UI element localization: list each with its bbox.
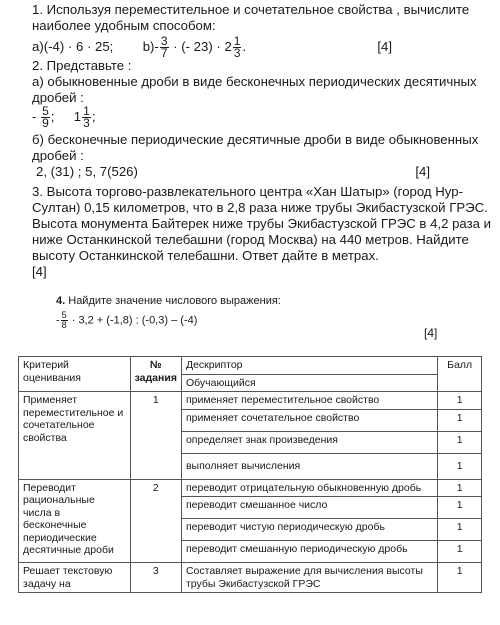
header-task-number: № задания (130, 357, 181, 392)
q4-fraction: $\frac{5}{8}$ (61, 310, 67, 330)
q2-fraction-1: $\frac{5}{9}$ (42, 104, 49, 130)
q2-b-line-2: дробей : (32, 148, 84, 163)
score-cell: 1 (438, 519, 482, 541)
q4-title (56, 294, 440, 308)
header-score: Балл (438, 357, 482, 392)
q1-b-middle: · (- 23) · 2 (169, 38, 232, 54)
descriptor-cell: применяет сочетательное свойство (181, 409, 437, 431)
q1-a-expression: а)(-4) · 6 · 25; (32, 38, 114, 54)
score-cell: 1 (438, 497, 482, 519)
score-cell: 1 (438, 563, 482, 593)
q3-line-4: ниже Останкинской телебашни (город Москва) на 440 метров. Найдите (32, 232, 469, 247)
question-3 (32, 184, 492, 280)
q2-a-fractions (32, 106, 472, 132)
score-cell: 1 (438, 541, 482, 563)
header-student-label: Обучающийся (185, 376, 256, 389)
q4-title-text: Найдите значение числового выражения: (65, 295, 281, 307)
score-cell: 1 (438, 431, 482, 453)
task-number-cell: 2 (130, 479, 181, 563)
criterion-cell: Решает текстовую задачу на (19, 563, 131, 593)
criterion-cell: Переводит рациональные числа в бесконечные периодические десятичные дроби (19, 479, 131, 563)
q2-f2-sep: ; (91, 108, 96, 124)
q2-a-line-1: а) обыкновенные дроби в виде бесконечных периодических десятичных (32, 74, 477, 89)
score-cell: 1 (438, 479, 482, 497)
descriptor-cell: переводит смешанное число (181, 497, 437, 519)
descriptor-cell: выполняет вычисления (181, 453, 437, 479)
q2-f1-sep: ; (50, 108, 55, 124)
q3-line-5: высоту Останкинской телебашни. Ответ дайте в метрах. (32, 248, 379, 263)
q2-b-line-1: б) бесконечные периодические десятичные дроби в виде обыкновенных (32, 132, 479, 147)
table-row (19, 479, 482, 497)
q1-mark: [4] (377, 39, 392, 54)
score-cell: 1 (438, 392, 482, 410)
descriptor-cell: Составляет выражение для вычисления высоты трубы Экибастузской ГРЭС (181, 563, 437, 593)
question-1 (32, 2, 472, 58)
q1-title-line-2: наиболее удобным способом: (32, 18, 216, 33)
score-cell: 1 (438, 453, 482, 479)
q2-f2-whole: 1 (73, 108, 82, 124)
q4-expression (56, 311, 440, 330)
table-row (19, 392, 482, 410)
q3-mark: [4] (32, 264, 47, 279)
q2-mark: [4] (415, 164, 430, 179)
q1-b-end: . (242, 38, 247, 54)
rubric-header-row (19, 357, 482, 392)
q2-b-values-row (32, 164, 472, 180)
q1-expressions (32, 36, 472, 58)
q1-title-line-1: 1. Используя переместительное и сочетательное свойства , вычислите (32, 2, 470, 17)
task-number-cell: 3 (130, 563, 181, 593)
header-criterion: Критерий оценивания (19, 357, 131, 392)
q1-b-prefix: b)- (142, 38, 159, 54)
header-descriptor (181, 357, 437, 392)
q2-f1-sign: - (32, 108, 37, 124)
descriptor-cell: переводит смешанную периодическую дробь (181, 541, 437, 563)
descriptor-cell: переводит чистую периодическую дробь (181, 519, 437, 541)
rubric-table (18, 356, 482, 593)
q2-b-values: 2, (31) ; 5, 7(526) (36, 164, 138, 179)
descriptor-cell: применяет переместительное свойство (181, 392, 437, 410)
q2-fraction-2: $\frac{1}{3}$ (83, 104, 90, 130)
question-4 (56, 294, 440, 330)
task-number-cell: 1 (130, 392, 181, 480)
q3-line-3: Высота монумента Байтерек ниже трубы Экибастузской ГРЭС в 4,2 раза и (32, 216, 492, 231)
criterion-cell: Применяет переместительное и сочетательное свойства (19, 392, 131, 480)
q3-line-2: Султан) 0,15 километров, что в 2,8 раза ниже трубы Экибастузской ГРЭС. (32, 200, 488, 215)
q4-mark: [4] (424, 326, 438, 340)
q1-b-mixed-fraction: $\frac{1}{3}$ (233, 34, 241, 60)
q2-a-line-2: дробей : (32, 90, 84, 105)
table-row (19, 563, 482, 593)
q3-line-1: 3. Высота торгово-развлекательного центра «Хан Шатыр» (город Нур- (32, 184, 463, 199)
question-2 (32, 58, 479, 180)
q4-sign: - (56, 314, 60, 327)
q2-title: 2. Представьте : (32, 58, 132, 73)
header-descriptor-label: Дескриптор (182, 357, 437, 375)
score-cell: 1 (438, 409, 482, 431)
q4-expression-rest: · 3,2 + (-1,8) : (-0,3) – (-4) (68, 314, 198, 327)
q1-b-fraction: $\frac{3}{7}$ (160, 34, 168, 60)
descriptor-cell: определяет знак произведения (181, 431, 437, 453)
descriptor-cell: переводит отрицательную обыкновенную дробь (181, 479, 437, 497)
q4-number: 4. (56, 295, 66, 307)
